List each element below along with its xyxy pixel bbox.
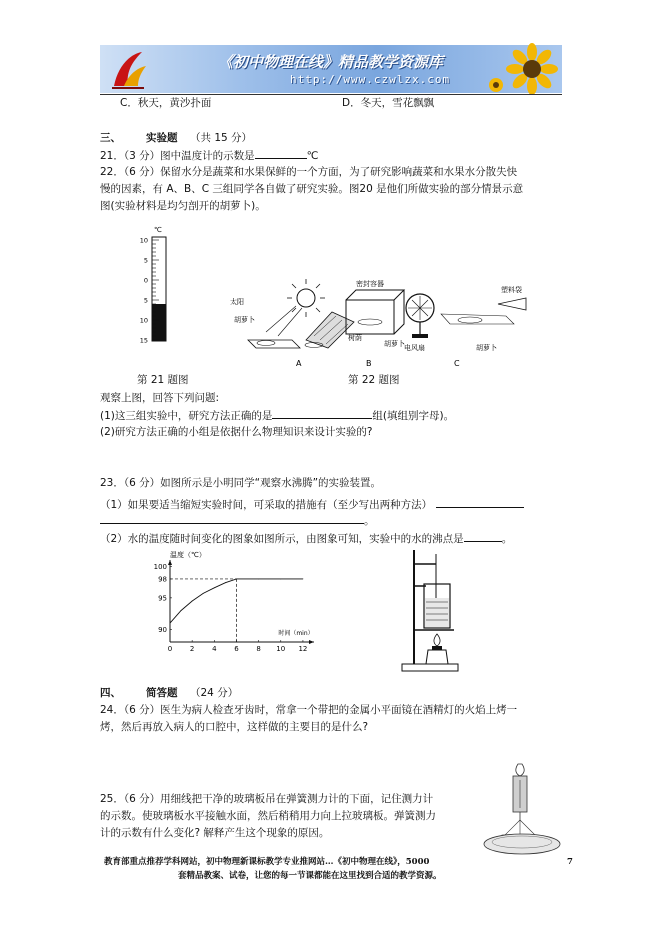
carrot-icon xyxy=(458,317,482,323)
boiling-temperature-chart xyxy=(148,546,320,658)
label-carrot-a: 胡萝卜 xyxy=(234,316,255,324)
thermometer-tick-label: 10 xyxy=(139,316,148,325)
stand-base-icon xyxy=(402,664,458,671)
section4-title: 简答题 xyxy=(146,687,178,699)
flame-icon xyxy=(434,634,440,646)
thermometer-unit: ℃ xyxy=(154,226,162,234)
chart-y-tick-label: 100 xyxy=(153,562,167,571)
q22-observe: 观察上图，回答下列问题: xyxy=(100,392,220,404)
banner-title: 《初中物理在线》精品教学资源库 xyxy=(218,53,444,71)
chart-xlabel: 时间（min） xyxy=(278,630,314,637)
chart-y-tick-label: 95 xyxy=(158,594,167,603)
q23-answer-blank-2[interactable] xyxy=(100,513,364,524)
thermometer-tick-label: 0 xyxy=(143,276,148,285)
thermometer-liquid xyxy=(153,304,166,341)
footer-page-mark: 7 xyxy=(567,857,573,867)
label-fan: 电风扇 xyxy=(404,344,425,352)
section4-points: （24 分） xyxy=(190,687,239,699)
sealed-container-icon xyxy=(346,300,394,334)
label-container: 密封容器 xyxy=(356,280,384,288)
carrot-icon xyxy=(257,341,275,346)
alcohol-lamp-icon xyxy=(426,650,448,664)
thermometer-tick-label: 10 xyxy=(139,236,148,245)
chart-y-tick-label: 98 xyxy=(158,575,167,584)
plastic-bag-icon xyxy=(498,298,526,310)
q20-option-d: D．冬天，雪花飘飘 xyxy=(342,97,435,109)
label-carrot-c: 胡萝卜 xyxy=(476,344,497,352)
q23-answer-blank-3[interactable] xyxy=(464,531,502,542)
q22-answer-blank[interactable] xyxy=(272,408,372,419)
thermometer-tick-label: 5 xyxy=(143,296,148,305)
q24-line2: 烤，然后再放入病人的口腔中，这样做的主要目的是什么? xyxy=(100,721,369,733)
label-shade: 树荫 xyxy=(348,334,362,342)
section3-points: （共 15 分） xyxy=(190,132,253,144)
section3-number: 三、 xyxy=(100,132,121,144)
water-basin-icon xyxy=(484,834,560,854)
group-label-c: C xyxy=(454,359,460,368)
chart-y-tick-label: 90 xyxy=(158,625,167,634)
q22-sub1: (1)这三组实验中，研究方法正确的是 组(填组别字母)。 xyxy=(100,410,455,422)
header-banner xyxy=(100,45,562,93)
chart-x-tick-label: 4 xyxy=(212,645,217,653)
q25-line1: 25．（6 分）用细线把干净的玻璃板吊在弹簧测力计的下面，记住测力计 xyxy=(100,793,434,805)
q21-text: 21．（3 分）图中温度计的示数是 ℃ xyxy=(100,150,319,162)
q25-line2: 的示数。使玻璃板水平接触水面，然后稍稍用力向上拉玻璃板。弹簧测力 xyxy=(100,810,436,822)
sun-icon xyxy=(297,289,315,307)
group-label-a: A xyxy=(296,359,302,368)
thermometer-tick-label: 5 xyxy=(143,256,148,265)
q22-sub2: (2)研究方法正确的小组是依据什么物理知识来设计实验的? xyxy=(100,426,373,438)
chart-x-tick-label: 0 xyxy=(167,645,173,653)
q23-sub1: （1）如果要适当缩短实验时间，可采取的措施有（至少写出两种方法） xyxy=(100,497,524,512)
group-label-b: B xyxy=(366,359,372,368)
label-bag: 塑料袋 xyxy=(501,286,522,294)
footer-line1: 教育部重点推荐学科网站，初中物理新课标教学专业推网站…《初中物理在线》，5000 xyxy=(104,857,430,867)
group-a-setup xyxy=(230,279,362,348)
chart-x-tick-label: 2 xyxy=(189,645,195,653)
footer-line2: 套精品教案、试卷，让您的每一节课都能在这里找到合适的教学资源。 xyxy=(178,871,442,881)
chart-x-tick-label: 10 xyxy=(276,645,286,653)
q23-answer-blank-1[interactable] xyxy=(436,497,524,508)
thermometer-figure xyxy=(128,222,188,352)
q25-line3: 计的示数有什么变化? 解释产生这个现象的原因。 xyxy=(100,827,330,839)
section3-title: 实验题 xyxy=(146,132,178,144)
sunflower-icon xyxy=(488,45,562,93)
group-c-setup xyxy=(404,285,526,352)
caption-fig22: 第 22 题图 xyxy=(348,374,400,386)
carrot-experiment-figure xyxy=(230,270,536,370)
label-carrot-b: 胡萝卜 xyxy=(384,340,405,348)
q23-sub1-cont: 。 xyxy=(100,513,375,528)
carrot-icon xyxy=(358,319,382,325)
q21-answer-blank[interactable] xyxy=(255,148,307,159)
label-sun: 太阳 xyxy=(230,298,244,306)
chart-x-tick-label: 12 xyxy=(298,645,308,653)
q22-line2: 慢的因素，有 A、B、C 三组同学各自做了研究实验。图20 是他们所做实验的部分情景示意 xyxy=(100,183,524,195)
caption-fig21: 第 21 题图 xyxy=(137,374,189,386)
q24-line1: 24．（6 分）医生为病人检查牙齿时，常拿一个带把的金属小平面镜在酒精灯的火焰上烤一 xyxy=(100,704,518,716)
banner-url: http://www.czwlzx.com xyxy=(290,73,451,86)
q23-line1: 23．（6 分）如图所示是小明同学“观察水沸腾”的实验装置。 xyxy=(100,477,382,489)
boiling-apparatus-figure xyxy=(388,546,468,674)
chart-x-tick-label: 6 xyxy=(234,645,239,653)
chart-ylabel: 温度（℃） xyxy=(170,551,206,559)
header-rule xyxy=(100,94,562,95)
q20-option-c: C．秋天，黄沙扑面 xyxy=(120,97,212,109)
thermometer-tick-label: 15 xyxy=(139,336,148,345)
section4-number: 四、 xyxy=(100,687,121,699)
q22-line1: 22．（6 分）保留水分是蔬菜和水果保鲜的一个方面，为了研究影响蔬菜和水果水分散失快 xyxy=(100,166,518,178)
q23-sub2: （2）水的温度随时间变化的图象如图所示，由图象可知，实验中的水的沸点是 。 xyxy=(100,533,513,545)
site-logo-icon xyxy=(108,48,148,90)
q22-line3: 图(实验材料是均匀剖开的胡萝卜)。 xyxy=(100,200,266,212)
spring-scale-figure xyxy=(478,760,568,860)
chart-x-tick-label: 8 xyxy=(256,645,261,653)
